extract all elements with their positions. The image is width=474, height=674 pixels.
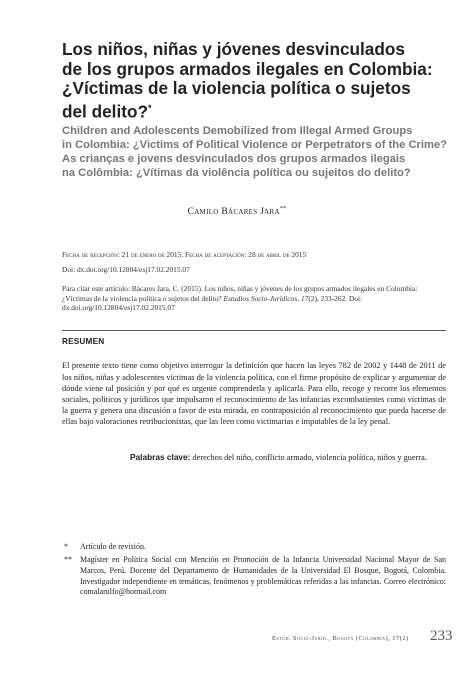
abstract-body: El presente texto tiene como objetivo interrogar la definición que hacen las leyes 782 de 2002 y 1448 de 2011 de los niños, niñas y adolescentes víctimas de la violencia política, con el firme propósito de explicar y argumentar de dónde viene tal posición y por qué es urgente comprenderla y aplicarla. Para ello, recoge y recorre los elementos sociales, políticos y jurídicos que impulsaron el reconocimiento de las infancias excombatientes como víctimas de la guerra y genera una discusión a favor de esta mirada, en contraposición al reconocimiento que pueda hacerse de ellas bajo valoraciones retribucionistas, que las leen como victimarias e imputables de la ley penal. xyxy=(62,361,446,427)
title-line-4: del delito? xyxy=(62,101,148,122)
keywords-list: derechos del niño, conflicto armado, violencia política, niños y guerra. xyxy=(192,453,427,463)
footnote-1-mark: * xyxy=(64,542,68,551)
subtitle-en-line-1: Children and Adolescents Demobilized from Illegal Armed Groups xyxy=(62,125,413,137)
keywords-label: Palabras clave: xyxy=(130,452,191,463)
citation-prefix: Para citar este artículo: Bácares Jara, C. (2015). Los niños, niñas y jóvenes de los grupos armados ilegales en Colombia: ¿Víctimas de la violencia política o sujetos del delito? xyxy=(62,284,418,303)
footnote-2-text: Magíster en Política Social con Mención en Promoción de la Infancia Universidad Nacional Mayor de San Marcos, Perú. Docente del Departamento de Humanidades de la Universidad El Bosque, Bogotá, Colombia. Investigador independiente en temáticas, fenómenos y problemáticas referidas a las infancias. Correo electrónico: comalarulfo@hotmail.com xyxy=(80,555,446,597)
author-name: Camilo Bácares Jara xyxy=(187,206,280,218)
page-number: 233 xyxy=(430,628,453,644)
author-footnote-mark: ** xyxy=(279,206,287,212)
doi-link[interactable]: Doi: dx.doi.org/10.12804/esj17.02.2015.07 xyxy=(62,265,190,274)
citation-suffix: (2), 233-262. Doi: dx.doi.org/10.12804/esj17.02.2015.07 xyxy=(62,293,363,313)
title-line-2: de los grupos armados ilegales en Colombia: xyxy=(62,58,433,79)
footnote-1 xyxy=(64,542,146,553)
keywords xyxy=(130,452,430,463)
title-line-1: Los niños, niñas y jóvenes desvinculados xyxy=(62,39,405,59)
subtitle-pt-line-2: na Colômbia: ¿Vítimas da violência política ou sujeitos do delito? xyxy=(62,166,411,179)
citation-note xyxy=(62,284,442,313)
abstract-heading-text: RESUMEN xyxy=(62,337,105,346)
article-title xyxy=(62,40,442,122)
abstract-heading xyxy=(62,337,104,346)
footnote-2-mark: ** xyxy=(64,555,72,564)
received-accepted-dates: Fecha de recepción: 21 de enero de 2015. Fecha de aceptación: 28 de abril de 2015 xyxy=(62,250,307,259)
running-footer: Estud. Socio-Juríd., Bogotá (Colombia), 17(2) xyxy=(272,635,409,642)
section-divider xyxy=(62,330,446,331)
footnote-2 xyxy=(64,555,446,598)
subtitle-pt-line-1: As crianças e jovens desvinculados dos grupos armados ilegais xyxy=(62,153,406,165)
subtitle-english xyxy=(62,125,452,152)
subtitle-en-line-2: in Colombia: ¿Victims of Political Violence or Perpetrators of the Crime? xyxy=(62,138,448,151)
citation-journal: Estudios Socio-Jurídicos, 17 xyxy=(223,293,309,303)
author-byline xyxy=(0,206,474,217)
subtitle-portuguese xyxy=(62,153,452,180)
title-footnote-mark: * xyxy=(147,102,152,113)
footnote-1-text: Artículo de revisión. xyxy=(80,542,146,551)
title-line-3: ¿Víctimas de la violencia política o sujetos xyxy=(62,78,411,98)
